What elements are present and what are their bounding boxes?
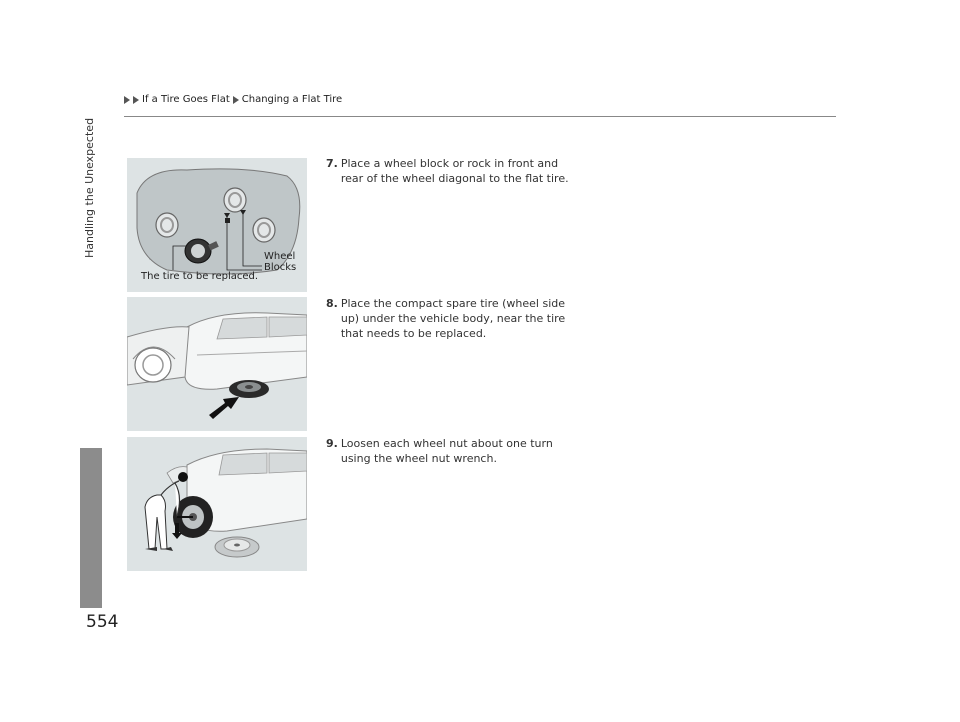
header-rule — [124, 116, 836, 117]
spare-tire-illustration — [127, 297, 307, 431]
tire-label: The tire to be replaced. — [141, 271, 259, 282]
breadcrumb-arrow-icon — [133, 96, 139, 104]
section-marker — [80, 448, 102, 608]
step-8 — [326, 296, 576, 341]
page-number: 554 — [86, 612, 119, 632]
figure-spare-tire-placement — [127, 297, 307, 431]
breadcrumb-arrow-icon — [124, 96, 130, 104]
step-text: Place the compact spare tire (wheel side up) under the vehicle body, near the tire that needs to be replaced. — [340, 297, 566, 340]
breadcrumb-item[interactable]: Changing a Flat Tire — [241, 94, 343, 105]
step-number: 7. — [326, 157, 338, 170]
figure-loosen-wheel-nuts — [127, 437, 307, 571]
side-tab — [80, 110, 102, 505]
breadcrumb-item[interactable]: If a Tire Goes Flat — [142, 94, 230, 105]
wheel-blocks-label-line2: Blocks — [264, 262, 297, 273]
step-text: Loosen each wheel nut about one turn using the wheel nut wrench. — [340, 437, 553, 465]
figure-wheel-blocks — [127, 158, 307, 292]
step-9 — [326, 436, 576, 466]
side-tab-label: Handling the Unexpected — [83, 118, 96, 259]
step-number: 9. — [326, 437, 338, 450]
step-number: 8. — [326, 297, 338, 310]
step-text: Place a wheel block or rock in front and rear of the wheel diagonal to the flat tire. — [340, 157, 569, 185]
breadcrumb — [124, 94, 342, 105]
wheel-nut-wrench-illustration — [127, 437, 307, 571]
step-7 — [326, 156, 576, 186]
wheel-blocks-label-line1: Wheel — [264, 251, 296, 262]
breadcrumb-arrow-icon — [233, 96, 239, 104]
